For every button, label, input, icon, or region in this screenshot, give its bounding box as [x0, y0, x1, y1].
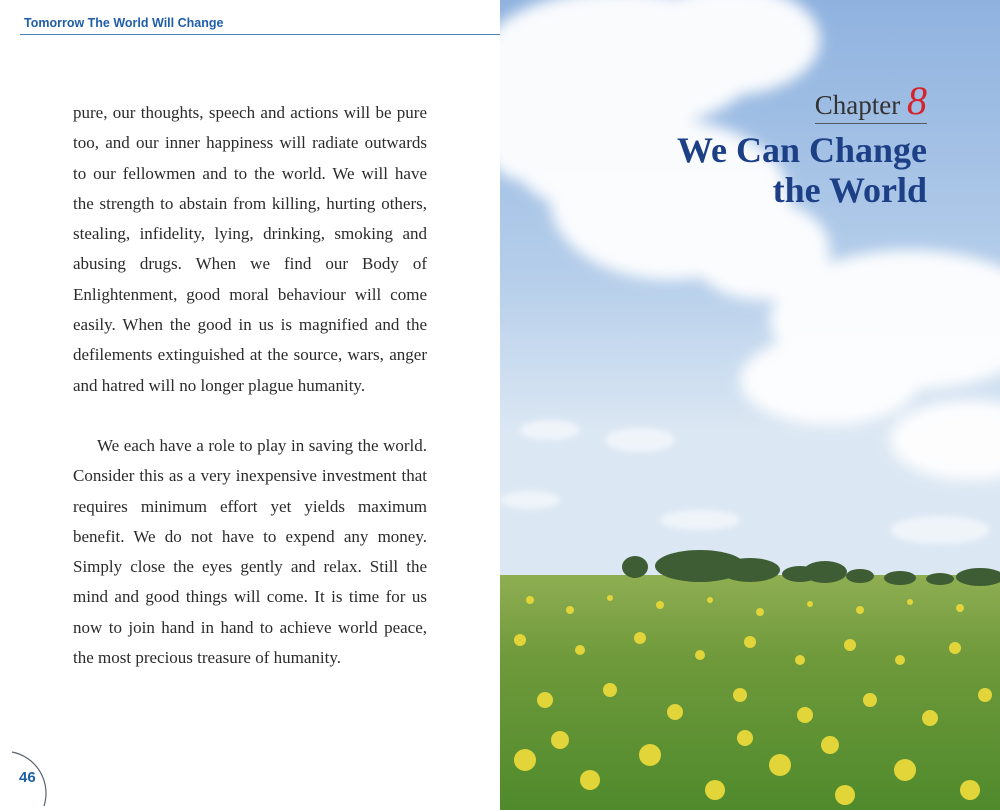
page-number: 46 — [19, 769, 36, 786]
chapter-title-line-2: the World — [772, 170, 927, 210]
running-header: Tomorrow The World Will Change — [24, 16, 224, 30]
chapter-label — [814, 78, 927, 124]
chapter-title-line-1: We Can Change — [676, 130, 927, 170]
header-rule — [20, 34, 500, 35]
chapter-opener — [500, 0, 1000, 810]
chapter-heading — [676, 78, 927, 210]
chapter-word: Chapter — [814, 90, 901, 120]
chapter-number: 8 — [907, 78, 927, 123]
body-text — [73, 98, 427, 673]
paragraph-2: We each have a role to play in saving the world. Consider this as a very inexpensive investment that requires minimum effort yet yields maximum benefit. We do not have to expend any money. Simply close the eyes gently and relax. Still the mind and good things will come. It is time for us now to join hand in hand to achieve world peace, the most precious treasure of humanity. — [73, 435, 427, 668]
chapter-title — [677, 130, 927, 210]
paragraph-1: pure, our thoughts, speech and actions will be pure too, and our inner happiness will radiate outwards to our fellowmen and to the world. We will have the strength to abstain from killing, hurting others, stealing, infidelity, lying, drinking, smoking and abusing drugs. When we find our Body of Enlightenment, good moral behaviour will come easily. When the good in us is magnified and the defilements extinguished at the source, wars, anger and hatred will no longer plague humanity. — [73, 103, 427, 395]
